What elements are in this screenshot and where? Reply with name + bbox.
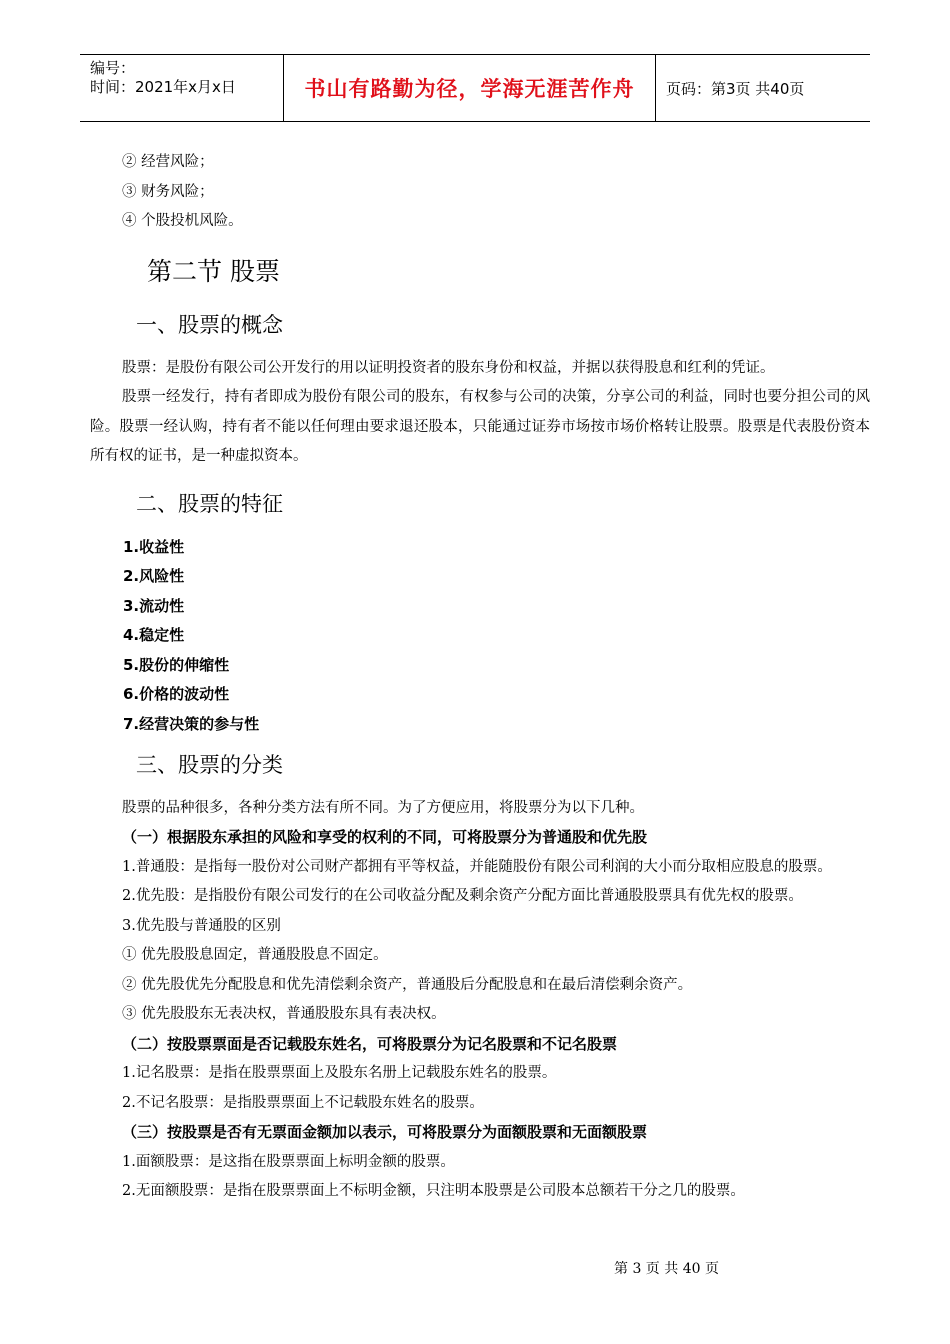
heading-features: 二、股票的特征 <box>136 491 283 516</box>
section-title: 第二节 股票 <box>147 256 280 286</box>
subheading-1: （一）根据股东承担的风险和享受的权利的不同，可将股票分为普通股和优先股 <box>122 828 648 847</box>
risk-item-2: ② 经营风险； <box>122 154 214 170</box>
heading-classification: 三、股票的分类 <box>136 752 283 777</box>
no-par-stock-paragraph: 2.无面额股票：是指在股票票面上不标明金额，只注明本股票是公司股本总额若干分之几的股票。 <box>122 1183 745 1200</box>
time-label: 时间：2021年x月x日 <box>90 78 236 96</box>
feature-item: 4.稳定性 <box>123 626 185 645</box>
feature-item: 3.流动性 <box>123 596 185 615</box>
page-header <box>80 54 870 122</box>
preferred-stock-paragraph: 2.优先股：是指股份有限公司发行的在公司收益分配及剩余资产分配方面比普通股股票具有优先权的股票。 <box>122 888 803 905</box>
feature-item: 7.经营决策的参与性 <box>123 715 260 734</box>
par-value-stock-paragraph: 1.面额股票：是这指在股票票面上标明金额的股票。 <box>122 1153 455 1170</box>
feature-item: 6.价格的波动性 <box>123 685 230 704</box>
risk-item-4: ④ 个股投机风险。 <box>122 213 243 229</box>
risk-item-3: ③ 财务风险； <box>122 183 214 200</box>
page-info-text: 页码：第3页 共40页 <box>666 79 805 98</box>
document-body <box>90 148 870 1207</box>
feature-item: 1.收益性 <box>123 537 185 556</box>
registered-stock-paragraph: 1.记名股票：是指在股票票面上及股东名册上记载股东姓名的股票。 <box>122 1065 557 1082</box>
concept-paragraph-1: 股票：是股份有限公司公开发行的用以证明投资者的股东身份和权益，并据以获得股息和红利的凭证。 <box>122 359 775 376</box>
header-meta <box>80 55 283 121</box>
difference-item-2: ② 优先股优先分配股息和优先清偿剩余资产，普通股后分配股息和在最后清偿剩余资产。 <box>122 976 693 993</box>
footer-page-number: 第 3 页 共 40 页 <box>614 1261 719 1277</box>
classification-intro: 股票的品种很多，各种分类方法有所不同。为了方便应用，将股票分为以下几种。 <box>122 799 644 816</box>
difference-item-1: ① 优先股股息固定，普通股股息不固定。 <box>122 947 388 964</box>
difference-heading: 3.优先股与普通股的区别 <box>122 917 281 934</box>
feature-item: 5.股份的伸缩性 <box>123 655 230 674</box>
subheading-3: （三）按股票是否有无票面金额加以表示，可将股票分为面额股票和无面额股票 <box>122 1123 648 1142</box>
heading-concept: 一、股票的概念 <box>136 312 283 337</box>
header-page-info <box>656 55 870 121</box>
feature-item: 2.风险性 <box>123 567 185 586</box>
difference-item-3: ③ 优先股股东无表决权，普通股股东具有表决权。 <box>122 1006 446 1023</box>
header-motto: 书山有路勤为径，学海无涯苦作舟 <box>283 55 656 121</box>
subheading-2: （二）按股票票面是否记载股东姓名，可将股票分为记名股票和不记名股票 <box>122 1034 618 1053</box>
bearer-stock-paragraph: 2.不记名股票：是指股票票面上不记载股东姓名的股票。 <box>122 1094 484 1111</box>
concept-paragraph-2: 股票一经发行，持有者即成为股份有限公司的股东，有权参与公司的决策，分享公司的利益，同时也要分担公司的风险。股票一经认购，持有者不能以任何理由要求退还股本，只能通过证券市场按市场价格转让股票。股票是代表股份资本所有权的证书，是一种虚拟资本。 <box>90 389 870 464</box>
number-label: 编号： <box>90 59 136 77</box>
common-stock-paragraph: 1.普通股：是指每一股份对公司财产都拥有平等权益，并能随股份有限公司利润的大小而分取相应股息的股票。 <box>122 858 832 875</box>
